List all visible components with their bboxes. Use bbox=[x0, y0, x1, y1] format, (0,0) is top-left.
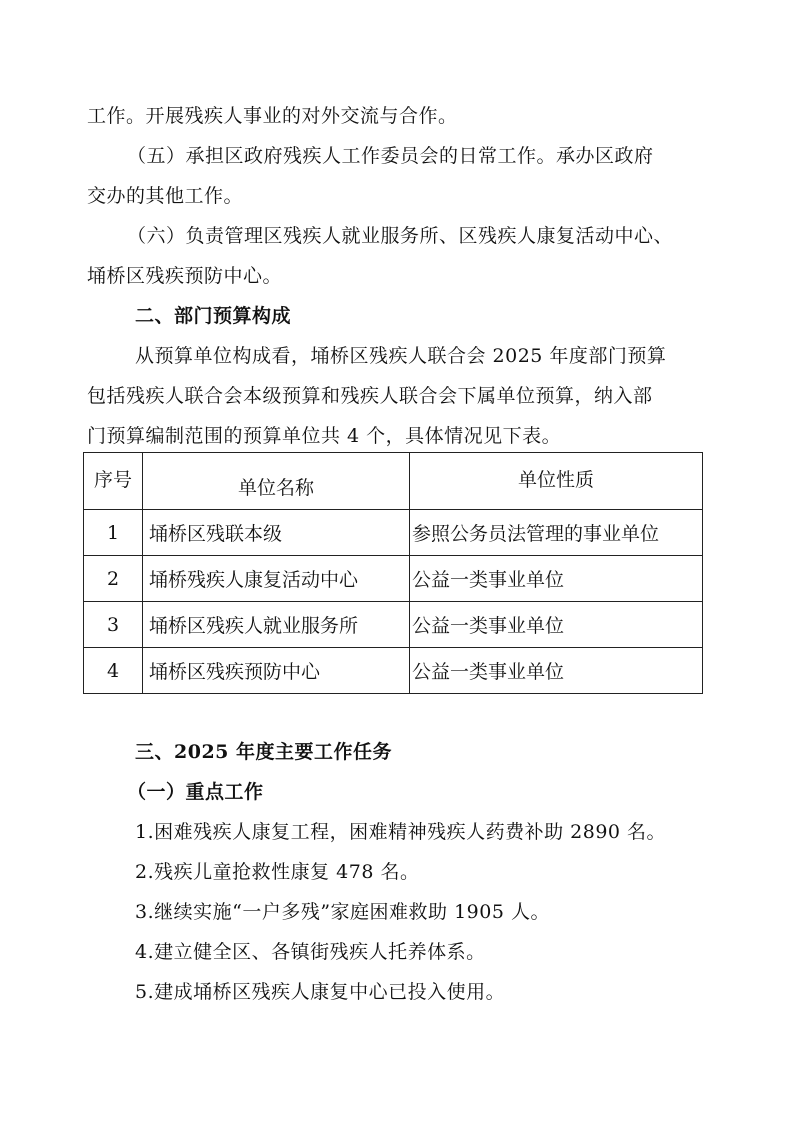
cell-unit-type: 参照公务员法管理的事业单位 bbox=[412, 523, 660, 545]
list-item: 5.建成埇桥区残疾人康复中心已投入使用。 bbox=[135, 981, 506, 1003]
cell-serial: 4 bbox=[106, 659, 120, 682]
table-cell bbox=[410, 648, 703, 694]
budget-units-table bbox=[83, 452, 703, 694]
cell-unit-type: 公益一类事业单位 bbox=[412, 615, 565, 637]
cell-unit-type: 公益一类事业单位 bbox=[412, 569, 565, 591]
paragraph-line: 门预算编制范围的预算单位共 4 个，具体情况见下表。 bbox=[87, 425, 562, 447]
table-cell bbox=[143, 648, 410, 694]
table-cell bbox=[84, 556, 143, 602]
table-cell bbox=[410, 556, 703, 602]
table-header-cell bbox=[143, 453, 410, 510]
paragraph-line: 工作。开展残疾人事业的对外交流与合作。 bbox=[87, 105, 458, 127]
table-cell bbox=[143, 602, 410, 648]
list-item: 2.残疾儿童抢救性康复 478 名。 bbox=[135, 861, 420, 883]
paragraph-line: （五）承担区政府残疾人工作委员会的日常工作。承办区政府 bbox=[127, 145, 654, 167]
cell-unit-name: 埇桥区残联本级 bbox=[149, 523, 283, 545]
list-item: 1.困难残疾人康复工程，困难精神残疾人药费补助 2890 名。 bbox=[135, 821, 667, 843]
cell-serial: 3 bbox=[106, 613, 120, 636]
table-row bbox=[84, 602, 703, 648]
cell-serial: 2 bbox=[106, 567, 120, 590]
header-unit-type: 单位性质 bbox=[517, 469, 594, 491]
table-cell bbox=[84, 602, 143, 648]
paragraph-line: 交办的其他工作。 bbox=[87, 185, 244, 207]
table-header-cell bbox=[84, 453, 143, 510]
list-item: 3.继续实施“一户多残”家庭困难救助 1905 人。 bbox=[135, 901, 550, 923]
table-header-row bbox=[84, 453, 703, 510]
section-heading: 二、部门预算构成 bbox=[135, 305, 292, 327]
cell-unit-name: 埇桥区残疾人就业服务所 bbox=[149, 615, 359, 637]
table-row bbox=[84, 556, 703, 602]
cell-unit-name: 埇桥区残疾预防中心 bbox=[149, 661, 321, 683]
paragraph-line: 埇桥区残疾预防中心。 bbox=[87, 265, 283, 287]
table-cell bbox=[84, 510, 143, 556]
table-cell bbox=[84, 648, 143, 694]
cell-unit-type: 公益一类事业单位 bbox=[412, 661, 565, 683]
table-cell bbox=[410, 510, 703, 556]
cell-serial: 1 bbox=[106, 521, 120, 544]
table-cell bbox=[410, 602, 703, 648]
header-unit-name: 单位名称 bbox=[237, 477, 314, 499]
table-row bbox=[84, 510, 703, 556]
table-header-cell bbox=[410, 453, 703, 510]
paragraph-line: 从预算单位构成看，埇桥区残疾人联合会 2025 年度部门预算 bbox=[135, 345, 667, 367]
table-cell bbox=[143, 510, 410, 556]
list-item: 4.建立健全区、各镇街残疾人托养体系。 bbox=[135, 941, 486, 963]
table-row bbox=[84, 648, 703, 694]
section-heading: 三、2025 年度主要工作任务 bbox=[135, 741, 392, 763]
cell-unit-name: 埇桥残疾人康复活动中心 bbox=[149, 569, 359, 591]
paragraph-line: 包括残疾人联合会本级预算和残疾人联合会下属单位预算，纳入部 bbox=[87, 385, 653, 407]
table-cell bbox=[143, 556, 410, 602]
subsection-heading: （一）重点工作 bbox=[127, 781, 264, 803]
header-serial: 序号 bbox=[93, 469, 132, 491]
paragraph-line: （六）负责管理区残疾人就业服务所、区残疾人康复活动中心、 bbox=[127, 225, 674, 247]
